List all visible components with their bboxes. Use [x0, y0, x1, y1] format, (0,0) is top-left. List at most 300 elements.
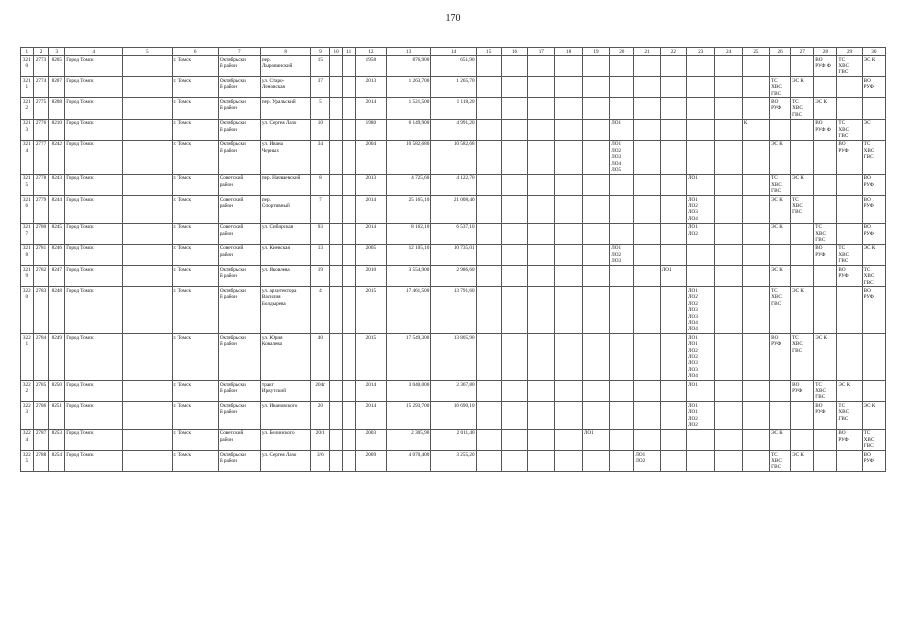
column-header: 16 [501, 48, 527, 56]
table-cell [862, 381, 885, 402]
table-cell: 3222 [21, 381, 34, 402]
table-cell: Октябрьски й район [218, 334, 260, 381]
table-cell: 3210 [21, 56, 34, 77]
table-cell: 876,900 [387, 56, 431, 77]
table-cell: 40 [311, 334, 330, 381]
table-cell: Октябрьски й район [218, 119, 260, 140]
table-cell: ул. Белинского [260, 429, 311, 450]
table-cell: 2015 [355, 287, 387, 334]
table-cell [686, 451, 714, 472]
table-cell: 651,90 [431, 56, 476, 77]
table-cell [742, 266, 769, 287]
table-cell [123, 334, 172, 381]
table-cell [634, 381, 660, 402]
table-cell [742, 140, 769, 174]
table-cell: ЛО1 ЛО2 [634, 451, 660, 472]
table-cell [715, 381, 742, 402]
table-cell: 2005 [355, 244, 387, 265]
table-cell [476, 196, 501, 224]
table-cell: Город Томск [65, 451, 123, 472]
table-cell: Город Томск [65, 266, 123, 287]
table-cell [610, 174, 634, 195]
table-cell: 1 521,500 [387, 98, 431, 119]
table-cell [555, 287, 582, 334]
column-header: 7 [218, 48, 260, 56]
table-cell [501, 174, 527, 195]
table-cell: 8249 [49, 334, 65, 381]
column-header: 15 [476, 48, 501, 56]
table-cell [555, 98, 582, 119]
table-cell [814, 429, 837, 450]
table-cell [330, 98, 343, 119]
table-cell: тракт Иркутский [260, 381, 311, 402]
table-cell [715, 334, 742, 381]
table-cell [582, 140, 609, 174]
table-cell: 3/6 [311, 451, 330, 472]
table-cell: 2784 [33, 334, 49, 381]
table-cell: 10 [311, 119, 330, 140]
table-cell: ТС ХВС ГВС [770, 174, 791, 195]
table-cell: Город Томск [65, 244, 123, 265]
table-cell [634, 56, 660, 77]
table-cell: ВО РУФ Ф [814, 119, 837, 140]
table-cell [610, 381, 634, 402]
table-cell: 25 165,10 [387, 196, 431, 224]
table-cell: 3 040,000 [387, 381, 431, 402]
table-cell [528, 119, 555, 140]
table-cell [528, 77, 555, 98]
table-cell [742, 77, 769, 98]
table-cell: 6 149,900 [387, 119, 431, 140]
column-header: 25 [742, 48, 769, 56]
table-cell: Октябрьски й район [218, 266, 260, 287]
table-cell [742, 451, 769, 472]
table-cell: 10 690,10 [431, 402, 476, 430]
table-cell [555, 244, 582, 265]
table-cell [501, 223, 527, 244]
column-header: 14 [431, 48, 476, 56]
table-row [21, 429, 886, 450]
table-cell [837, 334, 862, 381]
table-cell [501, 451, 527, 472]
table-cell [342, 451, 355, 472]
table-cell: 2775 [33, 98, 49, 119]
table-cell: ТС ХВС ГВС [791, 98, 814, 119]
table-cell: 2014 [355, 402, 387, 430]
table-row [21, 98, 886, 119]
table-cell: ЭС К [770, 140, 791, 174]
table-cell [501, 140, 527, 174]
table-cell [715, 98, 742, 119]
table-cell [715, 223, 742, 244]
table-cell [582, 334, 609, 381]
table-cell [742, 381, 769, 402]
table-cell: 3213 [21, 119, 34, 140]
table-cell [555, 140, 582, 174]
table-cell [342, 140, 355, 174]
table-cell [660, 56, 686, 77]
table-row [21, 119, 886, 140]
table-cell: ЭС К [862, 244, 885, 265]
table-cell [330, 451, 343, 472]
column-header: 11 [342, 48, 355, 56]
table-cell [476, 119, 501, 140]
table-cell [555, 174, 582, 195]
table-cell: ТС ХВС ГВС [837, 119, 862, 140]
table-body [21, 56, 886, 472]
table-cell [715, 287, 742, 334]
table-cell: 2778 [33, 174, 49, 195]
column-header: 29 [837, 48, 862, 56]
table-cell [742, 334, 769, 381]
table-cell [715, 402, 742, 430]
table-row [21, 174, 886, 195]
table-cell: Город Томск [65, 402, 123, 430]
column-header: 12 [355, 48, 387, 56]
table-cell: 8247 [49, 266, 65, 287]
table-cell: 3214 [21, 140, 34, 174]
column-header: 3 [49, 48, 65, 56]
table-cell [742, 402, 769, 430]
table-cell [342, 402, 355, 430]
table-cell [123, 119, 172, 140]
table-cell: 8244 [49, 196, 65, 224]
table-cell [715, 244, 742, 265]
column-header: 30 [862, 48, 885, 56]
column-header: 27 [791, 48, 814, 56]
table-cell [814, 451, 837, 472]
column-header: 9 [311, 48, 330, 56]
table-cell: ЛО1 ЛО2 ЛО3 [610, 244, 634, 265]
table-cell: ВО РУФ [837, 266, 862, 287]
table-cell [123, 381, 172, 402]
table-cell: 17 549,300 [387, 334, 431, 381]
table-cell [791, 223, 814, 244]
table-cell: 2773 [33, 56, 49, 77]
table-cell: ЛО1 ЛО2 [686, 223, 714, 244]
table-cell: 12 105,10 [387, 244, 431, 265]
table-cell [555, 77, 582, 98]
table-cell [342, 266, 355, 287]
table-cell: 2015 [355, 334, 387, 381]
column-header: 26 [770, 48, 791, 56]
table-cell [555, 196, 582, 224]
table-cell: ЭС К [770, 429, 791, 450]
table-cell [742, 56, 769, 77]
table-cell [555, 334, 582, 381]
table-cell [791, 429, 814, 450]
table-cell: Октябрьски й район [218, 402, 260, 430]
table-cell: г. Томск [172, 223, 218, 244]
table-cell: 2774 [33, 77, 49, 98]
table-cell: г. Томск [172, 266, 218, 287]
table-cell: Город Томск [65, 381, 123, 402]
table-cell: г. Томск [172, 429, 218, 450]
table-cell [123, 140, 172, 174]
table-cell: 2013 [355, 174, 387, 195]
table-cell [123, 402, 172, 430]
table-cell [528, 98, 555, 119]
table-cell [582, 287, 609, 334]
table-cell [123, 223, 172, 244]
table-cell [660, 98, 686, 119]
column-header: 24 [715, 48, 742, 56]
table-row [21, 451, 886, 472]
table-cell [330, 266, 343, 287]
table-cell: ВО РУФ [814, 244, 837, 265]
column-header: 4 [65, 48, 123, 56]
table-cell: 2785 [33, 381, 49, 402]
table-cell [582, 77, 609, 98]
column-header: 10 [330, 48, 343, 56]
table-cell [528, 244, 555, 265]
table-cell [330, 119, 343, 140]
table-cell: 2788 [33, 451, 49, 472]
table-cell [123, 174, 172, 195]
table-cell: 2 305,90 [387, 429, 431, 450]
table-cell [610, 223, 634, 244]
column-header: 13 [387, 48, 431, 56]
table-cell [528, 287, 555, 334]
table-row [21, 140, 886, 174]
table-cell: г. Томск [172, 196, 218, 224]
table-cell: 5 [311, 98, 330, 119]
table-cell: ЭС К [791, 287, 814, 334]
table-cell [582, 196, 609, 224]
table-cell [634, 223, 660, 244]
table-cell [814, 140, 837, 174]
table-cell [123, 266, 172, 287]
table-cell [715, 451, 742, 472]
table-cell [791, 140, 814, 174]
table-cell: ВО РУФ [837, 429, 862, 450]
table-cell: 2009 [355, 451, 387, 472]
table-cell: 13 791,60 [431, 287, 476, 334]
table-cell: ТС ХВС ГВС [814, 223, 837, 244]
table-cell [715, 174, 742, 195]
table-cell [528, 174, 555, 195]
table-cell [582, 98, 609, 119]
table-cell [610, 77, 634, 98]
table-cell: 20 [311, 402, 330, 430]
table-cell [582, 119, 609, 140]
table-cell [634, 244, 660, 265]
table-cell [715, 56, 742, 77]
table-cell [686, 429, 714, 450]
table-cell [123, 77, 172, 98]
table-cell [528, 223, 555, 244]
table-cell [582, 56, 609, 77]
table-cell [330, 223, 343, 244]
table-cell: ТС ХВС ГВС [862, 266, 885, 287]
table-cell: ЛО1 [610, 119, 634, 140]
table-cell [582, 223, 609, 244]
table-cell [555, 56, 582, 77]
table-cell: ЭС К [770, 196, 791, 224]
table-row [21, 77, 886, 98]
table-cell: Город Томск [65, 119, 123, 140]
table-cell: Город Томск [65, 223, 123, 244]
table-cell: ЭС К [862, 56, 885, 77]
table-cell: 13 [311, 244, 330, 265]
table-cell: Город Томск [65, 98, 123, 119]
table-cell: 2 011,40 [431, 429, 476, 450]
table-cell [686, 119, 714, 140]
table-cell: Советский район [218, 196, 260, 224]
table-cell: ул. Сергея Лазо [260, 119, 311, 140]
table-cell: ВО РУФ [862, 223, 885, 244]
table-cell: ТС ХВС ГВС [862, 429, 885, 450]
table-cell: ул. Ивановского [260, 402, 311, 430]
table-cell: 8248 [49, 287, 65, 334]
table-row [21, 266, 886, 287]
table-cell: Город Томск [65, 334, 123, 381]
table-cell: пер. Спортивный [260, 196, 311, 224]
table-cell [791, 119, 814, 140]
table-cell: 2787 [33, 429, 49, 450]
table-cell [528, 402, 555, 430]
table-cell [660, 77, 686, 98]
table-cell: ЭС К [770, 223, 791, 244]
table-cell: пер. Уральский [260, 98, 311, 119]
table-cell [476, 334, 501, 381]
table-cell [501, 244, 527, 265]
table-cell [476, 402, 501, 430]
table-cell [837, 174, 862, 195]
table-cell [634, 77, 660, 98]
table-cell: г. Томск [172, 98, 218, 119]
table-cell [660, 244, 686, 265]
table-cell [555, 119, 582, 140]
table-cell [582, 451, 609, 472]
table-cell [501, 287, 527, 334]
table-cell [342, 429, 355, 450]
table-cell [123, 287, 172, 334]
table-cell: Город Томск [65, 287, 123, 334]
table-cell: 3225 [21, 451, 34, 472]
table-cell: Город Томск [65, 429, 123, 450]
table-cell: ВО РУФ Ф [814, 56, 837, 77]
table-cell: 8245 [49, 223, 65, 244]
table-cell [528, 56, 555, 77]
table-cell [476, 244, 501, 265]
table-cell [582, 381, 609, 402]
table-cell: ул. архитектора Василия Болдырева [260, 287, 311, 334]
table-cell [660, 119, 686, 140]
table-cell: 8208 [49, 98, 65, 119]
page-number: 170 [445, 13, 461, 24]
table-cell [837, 223, 862, 244]
table-cell [342, 287, 355, 334]
table-cell: г. Томск [172, 56, 218, 77]
table-cell: 8251 [49, 402, 65, 430]
column-header: 2 [33, 48, 49, 56]
table-cell [342, 56, 355, 77]
table-cell [770, 56, 791, 77]
table-cell [610, 402, 634, 430]
table-cell: ул. Ивана Черных [260, 140, 311, 174]
table-cell: ул. Яковлева [260, 266, 311, 287]
table-cell: г. Томск [172, 451, 218, 472]
table-cell: ТС ХВС ГВС [814, 381, 837, 402]
table-cell [634, 98, 660, 119]
table-cell: ВО РУФ [814, 402, 837, 430]
table-cell: 4 122,70 [431, 174, 476, 195]
table-cell [476, 381, 501, 402]
table-cell: 15 293,700 [387, 402, 431, 430]
table-cell [715, 140, 742, 174]
table-cell [837, 98, 862, 119]
column-header: 21 [634, 48, 660, 56]
table-cell [501, 119, 527, 140]
table-cell: 10 735,01 [431, 244, 476, 265]
column-header: 18 [555, 48, 582, 56]
table-cell [814, 287, 837, 334]
table-cell: Октябрьски й район [218, 98, 260, 119]
table-cell [501, 381, 527, 402]
table-cell [686, 98, 714, 119]
table-cell [742, 223, 769, 244]
table-cell [342, 119, 355, 140]
table-cell [837, 287, 862, 334]
table-cell: г. Томск [172, 77, 218, 98]
table-cell: ВО РУФ [837, 140, 862, 174]
table-cell [660, 174, 686, 195]
table-cell: 8253 [49, 429, 65, 450]
table-cell: ЛО1 ЛО1 ЛО2 ЛО2 ЛО3 ЛО3 ЛО4 [686, 334, 714, 381]
table-cell: 8205 [49, 56, 65, 77]
table-cell: 2014 [355, 196, 387, 224]
table-cell: Город Томск [65, 196, 123, 224]
table-cell: ЛО1 ЛО2 ЛО3 ЛО4 [686, 196, 714, 224]
column-header: 1 [21, 48, 34, 56]
table-cell [715, 266, 742, 287]
table-cell: 8242 [49, 140, 65, 174]
table-cell: ТС ХВС ГВС [837, 56, 862, 77]
register-table [20, 47, 886, 472]
table-cell: 13 805,90 [431, 334, 476, 381]
table-cell [742, 244, 769, 265]
table-cell [476, 451, 501, 472]
table-cell: 3215 [21, 174, 34, 195]
table-cell: 3212 [21, 98, 34, 119]
table-cell: 10 582,68 [431, 140, 476, 174]
table-cell [634, 334, 660, 381]
table-cell [686, 244, 714, 265]
table-cell [342, 334, 355, 381]
table-cell: ЛО1 [686, 174, 714, 195]
table-cell [660, 451, 686, 472]
table-cell: г. Томск [172, 244, 218, 265]
table-cell [342, 98, 355, 119]
table-row [21, 244, 886, 265]
table-cell: 8250 [49, 381, 65, 402]
table-cell: 4 725,60 [387, 174, 431, 195]
table-cell: 15 [311, 56, 330, 77]
column-header: 17 [528, 48, 555, 56]
table-cell: ул. Сибирская [260, 223, 311, 244]
table-cell [528, 196, 555, 224]
table-cell: Советский район [218, 223, 260, 244]
table-cell: ВО РУФ [791, 381, 814, 402]
table-cell: 2 367,80 [431, 381, 476, 402]
table-cell [715, 196, 742, 224]
table-cell [501, 334, 527, 381]
table-cell: ТС ХВС ГВС [770, 287, 791, 334]
table-cell: г. Томск [172, 287, 218, 334]
table-cell [660, 381, 686, 402]
table-cell [634, 429, 660, 450]
